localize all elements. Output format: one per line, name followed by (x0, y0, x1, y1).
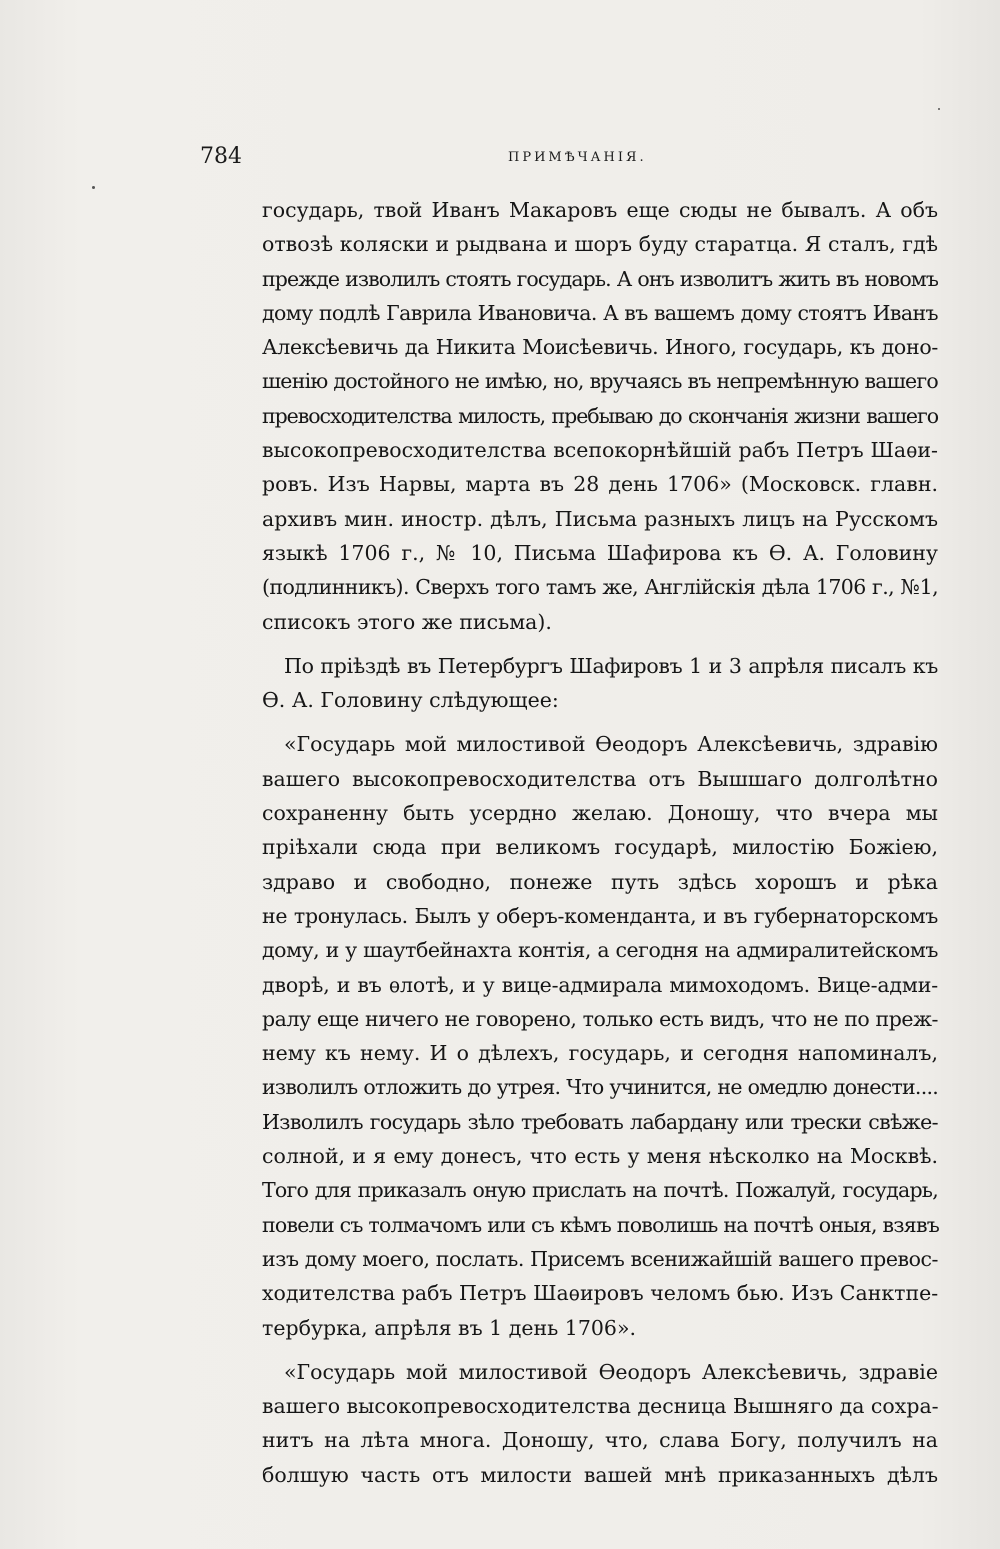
text-line: вашего высокопревосходителства десница Вышняго да сохра- (262, 1394, 939, 1419)
text-line: «Государь мой милостивой Ѳеодоръ Алексѣевичь, здравію (284, 732, 938, 757)
text-line: повели съ толмачомъ или съ кѣмъ поволишь на почтѣ оныя, взявъ (262, 1212, 940, 1237)
text-line: высокопревосходителства всепокорнѣйшій рабъ Петръ Шаѳи- (262, 438, 938, 463)
text-line: (подлинникъ). Сверхъ того тамъ же, Англійскія дѣла 1706 г., №1, (262, 575, 938, 600)
print-speck (938, 108, 940, 110)
text-line: тербурка, апрѣля въ 1 день 1706». (262, 1315, 637, 1340)
text-line: солной, и я ему донесъ, что есть у меня нѣсколко на Москвѣ. (262, 1144, 938, 1169)
text-line: ходителства рабъ Петръ Шаѳировъ челомъ бью. Изъ Санктпе- (262, 1281, 939, 1306)
text-line: сохраненну быть усердно желаю. Доношу, что вчера мы (262, 801, 938, 826)
text-line: государь, твой Иванъ Макаровъ еще сюды не бывалъ. А объ (262, 198, 938, 222)
text-line: ралу еще ничего не говорено, только есть видъ, что не по преж- (262, 1006, 938, 1031)
text-line: дворѣ, и въ ѳлотѣ, и у вице-адмирала мимоходомъ. Вице-адми- (262, 972, 938, 997)
text-line: языкѣ 1706 г., № 10, Письма Шафирова къ Ѳ. А. Головину (262, 540, 938, 565)
page-header (200, 144, 938, 174)
text-line: отвозѣ коляски и рыдвана и шоръ буду старатца. Я сталъ, гдѣ (262, 232, 938, 257)
text-line: дому, и у шаутбейнахта контія, а сегодня на адмиралитейскомъ (262, 938, 938, 963)
text-line: Алексѣевичь да Никита Моисѣевичь. Иного, государь, къ доно- (262, 335, 938, 360)
text-line: вашего высокопревосходителства отъ Вышшаго долголѣтно (262, 766, 938, 791)
text-line: болшую часть отъ милости вашей мнѣ приказанныхъ дѣлъ (262, 1462, 938, 1487)
body-text (262, 193, 938, 1502)
paragraph-letter-ending (262, 193, 938, 639)
text-line: нему къ нему. И о дѣлехъ, государь, и сегодня напоминалъ, (262, 1041, 938, 1066)
text-line: нитъ на лѣта многа. Доношу, что, слава Богу, получилъ на (262, 1428, 938, 1453)
text-line: Изволилъ государь зѣло требовать лабардану или трески свѣже- (262, 1109, 938, 1134)
text-line: прежде изволилъ стоять государь. А онъ изволитъ жить въ новомъ (262, 266, 938, 291)
text-line: По пріѣздѣ въ Петербургъ Шафировъ 1 и 3 апрѣля писалъ къ (284, 653, 938, 678)
text-line: не тронулась. Былъ у оберъ-коменданта, и въ губернаторскомъ (262, 903, 938, 928)
text-line: списокъ этого же письма). (262, 609, 552, 634)
paragraph-letter-april-1 (262, 727, 938, 1344)
text-line: шенію достойного не имѣю, но, вручаясь въ непремѣнную вашего (262, 369, 938, 394)
text-line: изволилъ отложить до утрея. Что учинится, не омедлю донести.... (262, 1075, 938, 1100)
text-line: изъ дому моего, послать. Присемъ всенижайшій вашего превос- (262, 1246, 938, 1271)
text-line: здраво и свободно, понеже путь здѣсь хорошъ и рѣка (262, 869, 938, 894)
print-speck (92, 186, 95, 189)
text-line: пріѣхали сюда при великомъ государѣ, милостію Божіею, (262, 835, 938, 860)
text-line: Ѳ. А. Головину слѣдующее: (262, 688, 559, 713)
page-number: 784 (200, 144, 242, 169)
paragraph-letter-april-3 (262, 1355, 938, 1492)
running-head: ПРИМѢЧАНІЯ. (508, 150, 647, 165)
text-line: «Государь мой милостивой Ѳеодоръ Алексѣевичь, здравіе (284, 1359, 938, 1384)
text-line: превосходителства милость, пребываю до скончанія жизни вашего (262, 403, 938, 428)
text-line: ровъ. Изъ Нарвы, марта въ 28 день 1706» (Московск. главн. (262, 472, 938, 497)
text-line: дому подлѣ Гаврила Ивановича. А въ вашемъ дому стоятъ Иванъ (262, 300, 938, 325)
text-line: Того для приказалъ оную прислать на почтѣ. Пожалуй, государь, (262, 1178, 938, 1203)
paragraph-narrative (262, 649, 938, 718)
text-line: архивъ мин. иностр. дѣлъ, Письма разныхъ лицъ на Русскомъ (262, 506, 938, 531)
